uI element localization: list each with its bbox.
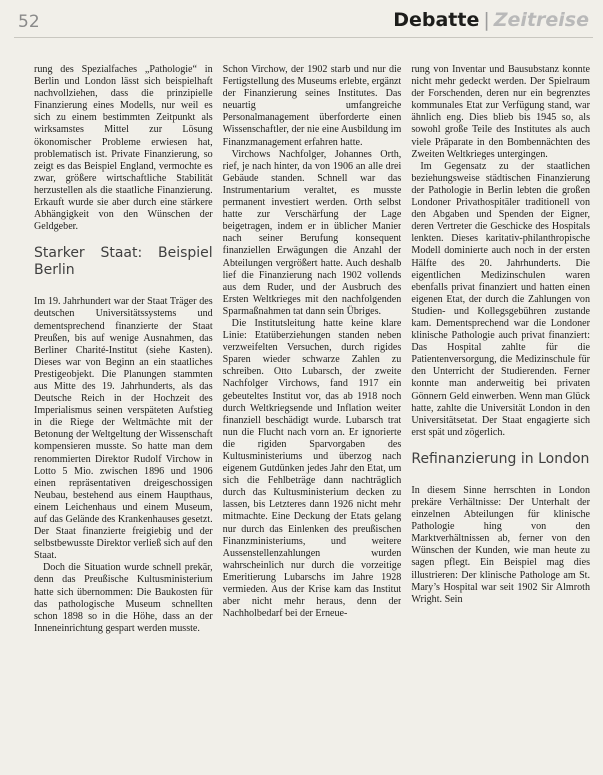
paragraph: Virchows Nachfolger, Johannes Orth, rief, je nach hinter, da von 1906 an alle drei Gebäude standen. Schnell war das Instrumentarium veraltet, es musste permanent investiert werden. Orth selbst hatte zur Verschärfung der Lage beigetragen, indem er in üblicher Manier nach seiner Berufung konsequent finanziellen Erwägungen die Anzahl der Abteilungen vergrößert hatte. Auch deshalb lief die Finanzierung nach 1902 vollends aus dem Ruder, und der Ausbruch des Ersten Weltkrieges mit den nachfolgenden Sparmaßnahmen tat dann sein Übriges. bbox=[222, 148, 402, 317]
section-heading: Refinanzierung in London bbox=[411, 450, 590, 467]
column-1 bbox=[34, 64, 213, 769]
paragraph: Die Institutsleitung hatte keine klare Linie: Etatüberziehungen standen neben verzweifelten Versuchen, durch rigides Sparen wieder schwarze Zahlen zu schreiben. Otto Lubarsch, der zweite Nachfolger Virchows, fand 1917 ein gebeuteltes Institut vor, das ab 1918 noch durch Weltkriegsende und Inflation weiter finanziell beschädigt wurde. Lubarsch trat nun die Flucht nach vorn an. Er ignorierte die rigiden Sparvorgaben des Kultusministeriums und überzog nach eigenem Gutdünken jedes Jahr den Etat, um sich die Fehlbeträge dann nachträglich durch das Kultusministerium decken zu lassen, bis Letzteres dann 1926 nicht mehr mitmachte. Eine Deckung der Etats gelang nur durch das Einlenken des preußischen Finanzministeriums, und weitere Aussenstellenzahlungen wurden wahrscheinlich nur durch die vorzeitige Emeritierung Lubarschs im Jahre 1928 vermieden. Aus der Krise kam das Institut aber nicht mehr heraus, denn der Nachholbedarf bei der Erneue- bbox=[222, 317, 402, 620]
paragraph: Im 19. Jahrhundert war der Staat Träger des deutschen Universitätssystems und dementsprechend finanzierte der Staat Preußen, bis auf wenige Ausnahmen, das Berliner Charité-Institut (siehe Kasten). Dieses war von Beginn an ein staatliches Prestigeobjekt. Die Planungen stammten aus Mitte des 19. Jahrhunderts, als das Deutsche Reich in der Hochzeit des Imperialismus seinen verspäteten Aufstieg in die Riege der Weltmächte mit der Betonung der Weltgeltung der Wissenschaft kompensieren musste. So hatte man dem renommierten Direktor Rudolf Virchow in Lotto 5 Mio. zwischen 1896 und 1906 einen repräsentativen dreigeschossigen Neubau, bestehend aus einem Haupthaus, einem Leichenhaus und einem Museum, auf das Gelände des Krankenhauses gesetzt. Der Staat finanzierte freigiebig und der selbstbewusste Direktor verließ sich auf den Staat. bbox=[34, 296, 213, 562]
paragraph: In diesem Sinne herrschten in London prekäre Verhältnisse: Der Unterhalt der einzelnen Abteilungen für klinische Pathologie hing von den Marktverhältnissen ab, ferner von den Wünschen der Kunden, wie man heute zu sagen pflegt. Ein Beispiel mag dies illustrieren: Der klinische Pathologe am St. Mary’s Hospital war seit 1902 Sir Almroth Wright. Sein bbox=[411, 484, 591, 605]
header-separator: | bbox=[483, 9, 490, 31]
header-subsection: Zeitreise bbox=[493, 9, 589, 31]
paragraph: Im Gegensatz zu der staatlichen beziehungsweise städtischen Finanzierung der Pathologie in Berlin lebten die großen Londoner Privathospitäler traditionell von den Abgaben und Spenden der Eigner, deren Vertreter die Geschicke des Hospitals lenkten. Dieses karitativ-philanthropische Modell dominierte auch noch in der ersten Hälfte des 20. Jahrhunderts. Die eigentlichen Medizinschulen waren ebenfalls privat finanziert und hatten einen eigenen Etat, der durch die Zahlungen von Studien- und Kollegsgebühren zustande kam. Dementsprechend war die Londoner klinische Pathologie auch privat finanziert: Das Hospital zahlte für die Patientenversorgung, die Medizinschule für den Unterricht der Studierenden. Ferner konnte man anderweitig bei privaten Gönnern Geld einwerben. Wenn man Glück hatte, zahlte die Universität London in den Universitätsetat. Der Staat engagierte sich erst spät und zögerlich. bbox=[411, 160, 591, 438]
column-3 bbox=[411, 64, 590, 769]
page-number: 52 bbox=[18, 12, 40, 32]
article-body bbox=[34, 64, 590, 769]
header-section: Debatte bbox=[393, 9, 480, 31]
running-header bbox=[393, 9, 589, 31]
paragraph: rung von Inventar und Bausubstanz konnte nicht mehr gedeckt werden. Der Spielraum der Forschenden, deren nur ein begrenztes kommunales Etat zur Verfügung stand, war ähnlich eng. Dies blieb bis 1945 so, als sowohl große Teile des Institutes als auch viele Präparate in den Bombennächten des Zweiten Weltkrieges untergingen. bbox=[411, 64, 591, 160]
paragraph: Schon Virchow, der 1902 starb und nur die Fertigstellung des Museums erlebte, ergänzt der Finanzierung seines Institutes. Das neuartig umfangreiche Personalmanagement überforderte einen Wissenschaftler, der nie eine Ausbildung im Finanzmanagement erfahren hatte. bbox=[222, 64, 402, 148]
paragraph: rung des Spezialfaches „Pathologie“ in Berlin und London lässt sich beispielhaft nachvollziehen, dass die prinzipielle Finanzierung eines Modells, nur weil es sich zu einem bestimmten Zeitpunkt als wirksamstes Mittel zur Lösung ökonomischer Probleme erwiesen hat, problematisch ist. Private Finanzierung, so zeigt es das Beispiel England, vermochte es zwar, größere wirtschaftliche Stabilität herzustellen als die staatliche Finanzierung. Erkauft wurde sie aber durch eine stärkere Abhängigkeit von den Wünschen der Geldgeber. bbox=[34, 64, 213, 233]
paragraph: Doch die Situation wurde schnell prekär, denn das Preußische Kultusministerium hatte sich übernommen: Die Baukosten für das pathologische Museum schnellten schon 1898 so in die Höhe, dass an der Inneneinrichtung gespart werden musste. bbox=[34, 562, 213, 634]
column-2 bbox=[223, 64, 402, 769]
header-rule bbox=[14, 37, 593, 38]
section-heading: Starker Staat: Beispiel Berlin bbox=[34, 245, 213, 279]
